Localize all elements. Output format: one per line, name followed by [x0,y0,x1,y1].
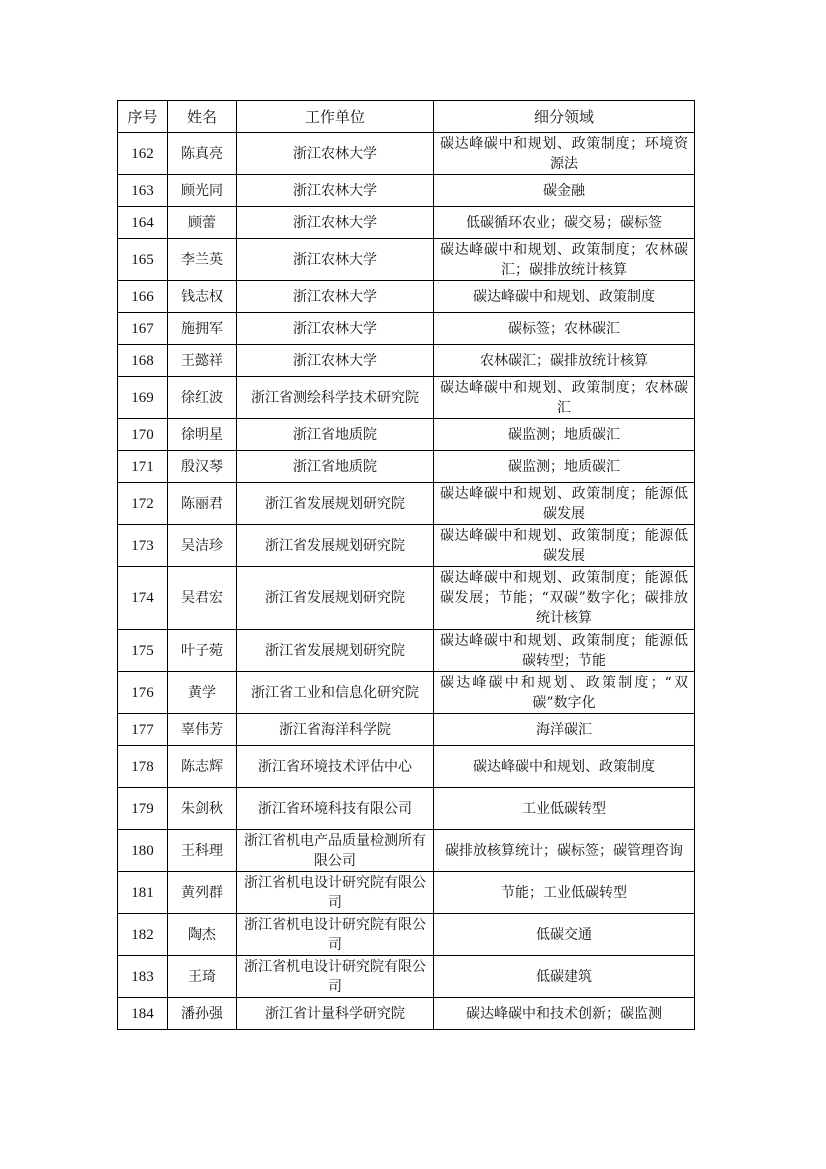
row-field: 碳金融 [434,175,695,207]
row-unit: 浙江省机电设计研究院有限公司 [237,956,434,998]
row-seq: 182 [118,914,168,956]
table-row [118,525,695,567]
row-seq: 183 [118,956,168,998]
row-seq: 178 [118,746,168,788]
row-field: 节能；工业低碳转型 [434,872,695,914]
row-name: 顾蕾 [168,207,237,239]
row-unit: 浙江省测绘科学技术研究院 [237,377,434,419]
row-unit: 浙江省环境技术评估中心 [237,746,434,788]
row-seq: 184 [118,998,168,1030]
table-row [118,567,695,630]
row-name: 吴洁珍 [168,525,237,567]
row-unit: 浙江省发展规划研究院 [237,567,434,630]
row-name: 吴君宏 [168,567,237,630]
row-seq: 169 [118,377,168,419]
row-seq: 174 [118,567,168,630]
row-unit: 浙江农林大学 [237,175,434,207]
row-name: 顾光同 [168,175,237,207]
row-unit: 浙江省机电设计研究院有限公司 [237,914,434,956]
row-seq: 175 [118,630,168,672]
table-row [118,451,695,483]
row-name: 朱剑秋 [168,788,237,830]
table-row [118,672,695,714]
table-row [118,998,695,1030]
row-seq: 165 [118,239,168,281]
row-unit: 浙江农林大学 [237,281,434,313]
table-row [118,788,695,830]
table-row [118,133,695,175]
row-seq: 162 [118,133,168,175]
table-row [118,714,695,746]
row-unit: 浙江农林大学 [237,239,434,281]
row-unit: 浙江省机电设计研究院有限公司 [237,872,434,914]
row-name: 王科理 [168,830,237,872]
row-seq: 166 [118,281,168,313]
row-unit: 浙江省工业和信息化研究院 [237,672,434,714]
row-name: 陶杰 [168,914,237,956]
table-row [118,345,695,377]
row-name: 王懿祥 [168,345,237,377]
row-unit: 浙江农林大学 [237,345,434,377]
row-field: 碳达峰碳中和规划、政策制度；能源低碳发展 [434,525,695,567]
row-field: 碳达峰碳中和规划、政策制度；农林碳汇 [434,377,695,419]
row-name: 黄列群 [168,872,237,914]
row-seq: 168 [118,345,168,377]
row-name: 徐明星 [168,419,237,451]
row-field: 碳达峰碳中和技术创新；碳监测 [434,998,695,1030]
row-field: 低碳建筑 [434,956,695,998]
row-unit: 浙江农林大学 [237,313,434,345]
row-seq: 171 [118,451,168,483]
row-field: 低碳循环农业；碳交易；碳标签 [434,207,695,239]
row-name: 陈志辉 [168,746,237,788]
table-row [118,313,695,345]
row-seq: 181 [118,872,168,914]
row-name: 殷汉琴 [168,451,237,483]
row-unit: 浙江省发展规划研究院 [237,525,434,567]
row-unit: 浙江省计量科学研究院 [237,998,434,1030]
table-row [118,281,695,313]
table-row [118,483,695,525]
header-name: 姓名 [168,101,237,133]
table-row [118,419,695,451]
row-field: 碳标签；农林碳汇 [434,313,695,345]
expert-table [117,100,695,1030]
row-unit: 浙江省地质院 [237,419,434,451]
header-unit: 工作单位 [237,101,434,133]
table-row [118,872,695,914]
row-seq: 163 [118,175,168,207]
row-unit: 浙江省海洋科学院 [237,714,434,746]
row-unit: 浙江农林大学 [237,133,434,175]
row-name: 叶子菀 [168,630,237,672]
row-field: 碳达峰碳中和规划、政策制度 [434,281,695,313]
row-unit: 浙江省机电产品质量检测所有限公司 [237,830,434,872]
row-unit: 浙江省环境科技有限公司 [237,788,434,830]
row-field: 碳达峰碳中和规划、政策制度；农林碳汇；碳排放统计核算 [434,239,695,281]
row-seq: 177 [118,714,168,746]
row-field: 碳达峰碳中和规划、政策制度；“双碳”数字化 [434,672,695,714]
table-row [118,630,695,672]
row-seq: 180 [118,830,168,872]
row-field: 工业低碳转型 [434,788,695,830]
row-name: 钱志权 [168,281,237,313]
row-seq: 173 [118,525,168,567]
header-field: 细分领域 [434,101,695,133]
row-field: 农林碳汇；碳排放统计核算 [434,345,695,377]
row-name: 徐红波 [168,377,237,419]
row-name: 陈真亮 [168,133,237,175]
row-seq: 167 [118,313,168,345]
row-name: 王琦 [168,956,237,998]
row-name: 施拥军 [168,313,237,345]
row-field: 海洋碳汇 [434,714,695,746]
table-row [118,746,695,788]
row-name: 辜伟芳 [168,714,237,746]
row-name: 潘孙强 [168,998,237,1030]
row-field: 碳达峰碳中和规划、政策制度 [434,746,695,788]
table-row [118,239,695,281]
row-name: 黄学 [168,672,237,714]
row-seq: 164 [118,207,168,239]
row-unit: 浙江省发展规划研究院 [237,630,434,672]
table-row [118,914,695,956]
row-seq: 179 [118,788,168,830]
row-field: 低碳交通 [434,914,695,956]
row-unit: 浙江农林大学 [237,207,434,239]
table-row [118,207,695,239]
row-field: 碳达峰碳中和规划、政策制度；能源低碳发展 [434,483,695,525]
row-field: 碳达峰碳中和规划、政策制度；能源低碳转型；节能 [434,630,695,672]
row-unit: 浙江省发展规划研究院 [237,483,434,525]
table-row [118,956,695,998]
table-row [118,175,695,207]
row-unit: 浙江省地质院 [237,451,434,483]
header-seq: 序号 [118,101,168,133]
row-field: 碳达峰碳中和规划、政策制度；能源低碳发展；节能；“双碳”数字化；碳排放统计核算 [434,567,695,630]
table-row [118,830,695,872]
row-field: 碳监测；地质碳汇 [434,451,695,483]
table-header-row [118,101,695,133]
row-name: 陈丽君 [168,483,237,525]
row-field: 碳达峰碳中和规划、政策制度；环境资源法 [434,133,695,175]
row-seq: 172 [118,483,168,525]
table-row [118,377,695,419]
row-seq: 170 [118,419,168,451]
row-field: 碳监测；地质碳汇 [434,419,695,451]
row-name: 李兰英 [168,239,237,281]
row-field: 碳排放核算统计；碳标签；碳管理咨询 [434,830,695,872]
row-seq: 176 [118,672,168,714]
